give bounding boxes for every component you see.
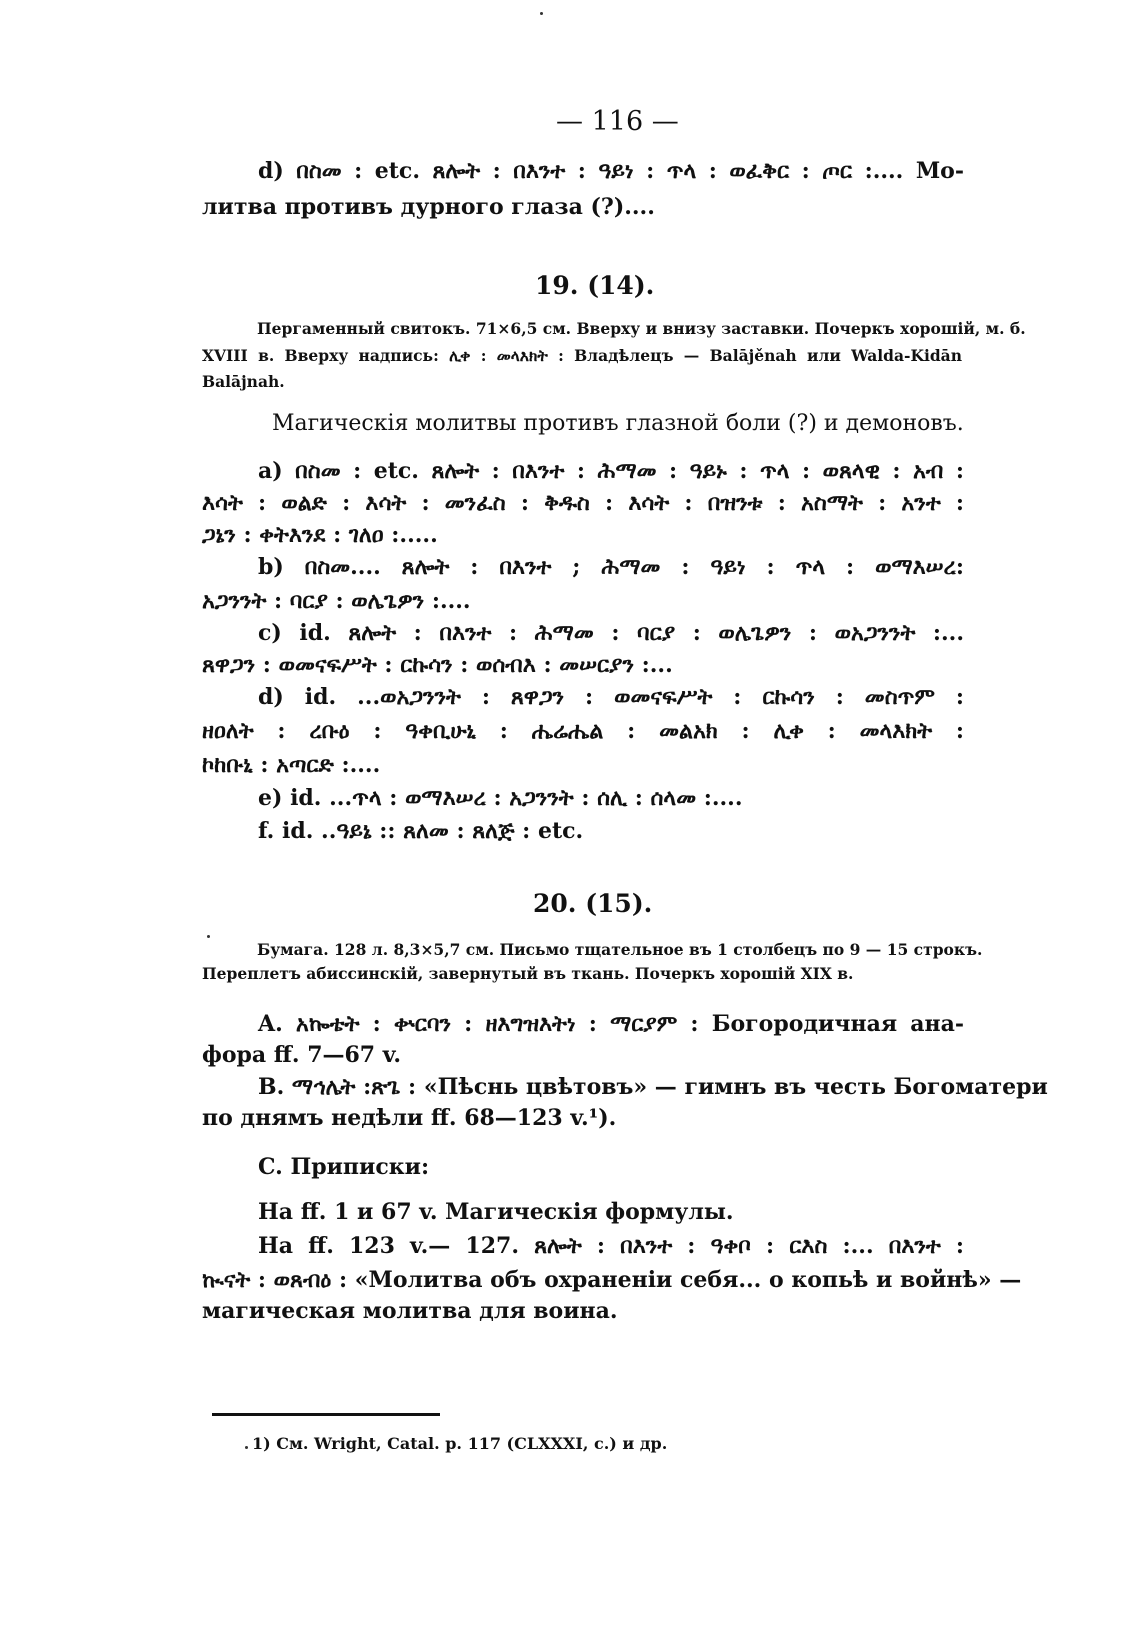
section-19-desc-line-1: Пергаменный свитокъ. 71×6,5 см. Вверху и внизу заставки. Почеркъ хорошій, м. б. bbox=[257, 319, 1026, 338]
section-20-item-line: На ff. 123 v.— 127. ጸሎት : በእንተ : ዓቀቦ : ርእስ :... በእንተ : bbox=[258, 1233, 964, 1259]
section-19-item-line: ጸዋጋን : ወመናፍሥት : ርኩሳን : ወሰብእ : መሠርያን :... bbox=[202, 652, 673, 678]
scan-speck bbox=[245, 1446, 248, 1449]
scan-speck bbox=[207, 935, 210, 938]
footnote-rule bbox=[212, 1413, 440, 1416]
page-number: — 116 — bbox=[556, 106, 679, 137]
section-19-desc-line-2: XVIII в. Вверху надпись: ሊቀ : መላእክት : Владѣлецъ — Balājěnah или Walda-Kidān bbox=[202, 346, 962, 365]
section-19-item-line: እሳት : ወልድ : እሳት : መንፈስ : ቅዱስ : እሳት : በዝንቱ : አስማት : አንተ : bbox=[202, 490, 964, 516]
section-19-subtitle: Магическія молитвы противъ глазной боли (?) и демоновъ. bbox=[272, 411, 964, 436]
continuation-line-1: d) በስመ : etc. ጸሎት : በእንተ : ዓይነ : ጥላ : ወፈቅር : ጦር :.... Мо- bbox=[258, 158, 964, 184]
section-19-item-line: c) id. ጸሎት : በእንተ : ሕማመ : ባርያ : ወሌጌዎን : ወአጋንንት :... bbox=[258, 620, 964, 646]
section-19-desc-line-3: Balājnah. bbox=[202, 372, 285, 391]
section-19-heading: 19. (14). bbox=[535, 271, 655, 300]
section-20-item-line: фора ff. 7—67 v. bbox=[202, 1042, 401, 1068]
section-19-item-line: b) በስመ.... ጸሎት : በእንተ ; ሕማመ : ዓይነ : ጥላ : ወማእሠረ: bbox=[258, 554, 964, 580]
section-20-heading: 20. (15). bbox=[533, 889, 653, 918]
section-19-item-line: a) በስመ : etc. ጸሎት : በእንተ : ሕማመ : ዓይኑ : ጥላ : ወጸላዊ : አብ : bbox=[258, 458, 964, 484]
section-19-item-line: ዘዐለት : ረቡዕ : ዓቀቢሁኒ : ሔሬሔል : መልአክ : ሊቀ : መላእክት : bbox=[202, 718, 964, 744]
section-19-item-line: ጋኔን : ቀትእንደ : ገለዐ :..... bbox=[202, 522, 438, 548]
section-20-item-line: B. ማኅሌት :ጽጌ : «Пѣснь цвѣтовъ» — гимнъ въ честь Богоматери bbox=[258, 1074, 1048, 1100]
continuation-line-2: литва противъ дурного глаза (?).... bbox=[202, 194, 655, 220]
section-20-item-line: по днямъ недѣли ff. 68—123 v.¹). bbox=[202, 1105, 617, 1131]
section-19-item-line: f. id. ..ዓይኔ :: ጸለመ : ጸለጅ : etc. bbox=[258, 818, 584, 844]
section-20-item-line: A. አኰቴት : ቍርባን : ዘእግዝእትነ : ማርያም : Богородичная ана- bbox=[258, 1011, 964, 1037]
section-19-item-line: d) id. ...ወአጋንንት : ጸዋጋን : ወመናፍሥት : ርኩሳን : መስጥም : bbox=[258, 684, 964, 710]
section-20-item-line: C. Приписки: bbox=[258, 1154, 430, 1180]
section-20-item-line: ኲናት : ወጸብዕ : «Молитва объ охраненіи себя... о копьѣ и войнѣ» — bbox=[202, 1267, 1022, 1293]
section-20-desc-line-1: Бумага. 128 л. 8,3×5,7 см. Письмо тщательное въ 1 столбецъ по 9 — 15 строкъ. bbox=[257, 940, 983, 959]
section-19-item-line: ኮከቡኒ : አጣርድ :.... bbox=[202, 752, 381, 778]
section-20-item-line: На ff. 1 и 67 v. Магическія формулы. bbox=[258, 1199, 734, 1225]
section-20-item-line: магическая молитва для воина. bbox=[202, 1298, 618, 1324]
scan-speck bbox=[540, 12, 543, 15]
section-19-item-line: አጋንንት : ባርያ : ወሌጌዎን :.... bbox=[202, 588, 471, 614]
section-20-desc-line-2: Переплетъ абиссинскій, завернутый въ ткань. Почеркъ хорошій XIX в. bbox=[202, 964, 854, 983]
footnote: 1) См. Wright, Catal. p. 117 (CLXXXI, c.) и др. bbox=[252, 1434, 668, 1453]
section-19-item-line: e) id. ...ጥላ : ወማእሠረ : አጋንንት : ሰሊ : ሰላመ :.... bbox=[258, 785, 743, 811]
